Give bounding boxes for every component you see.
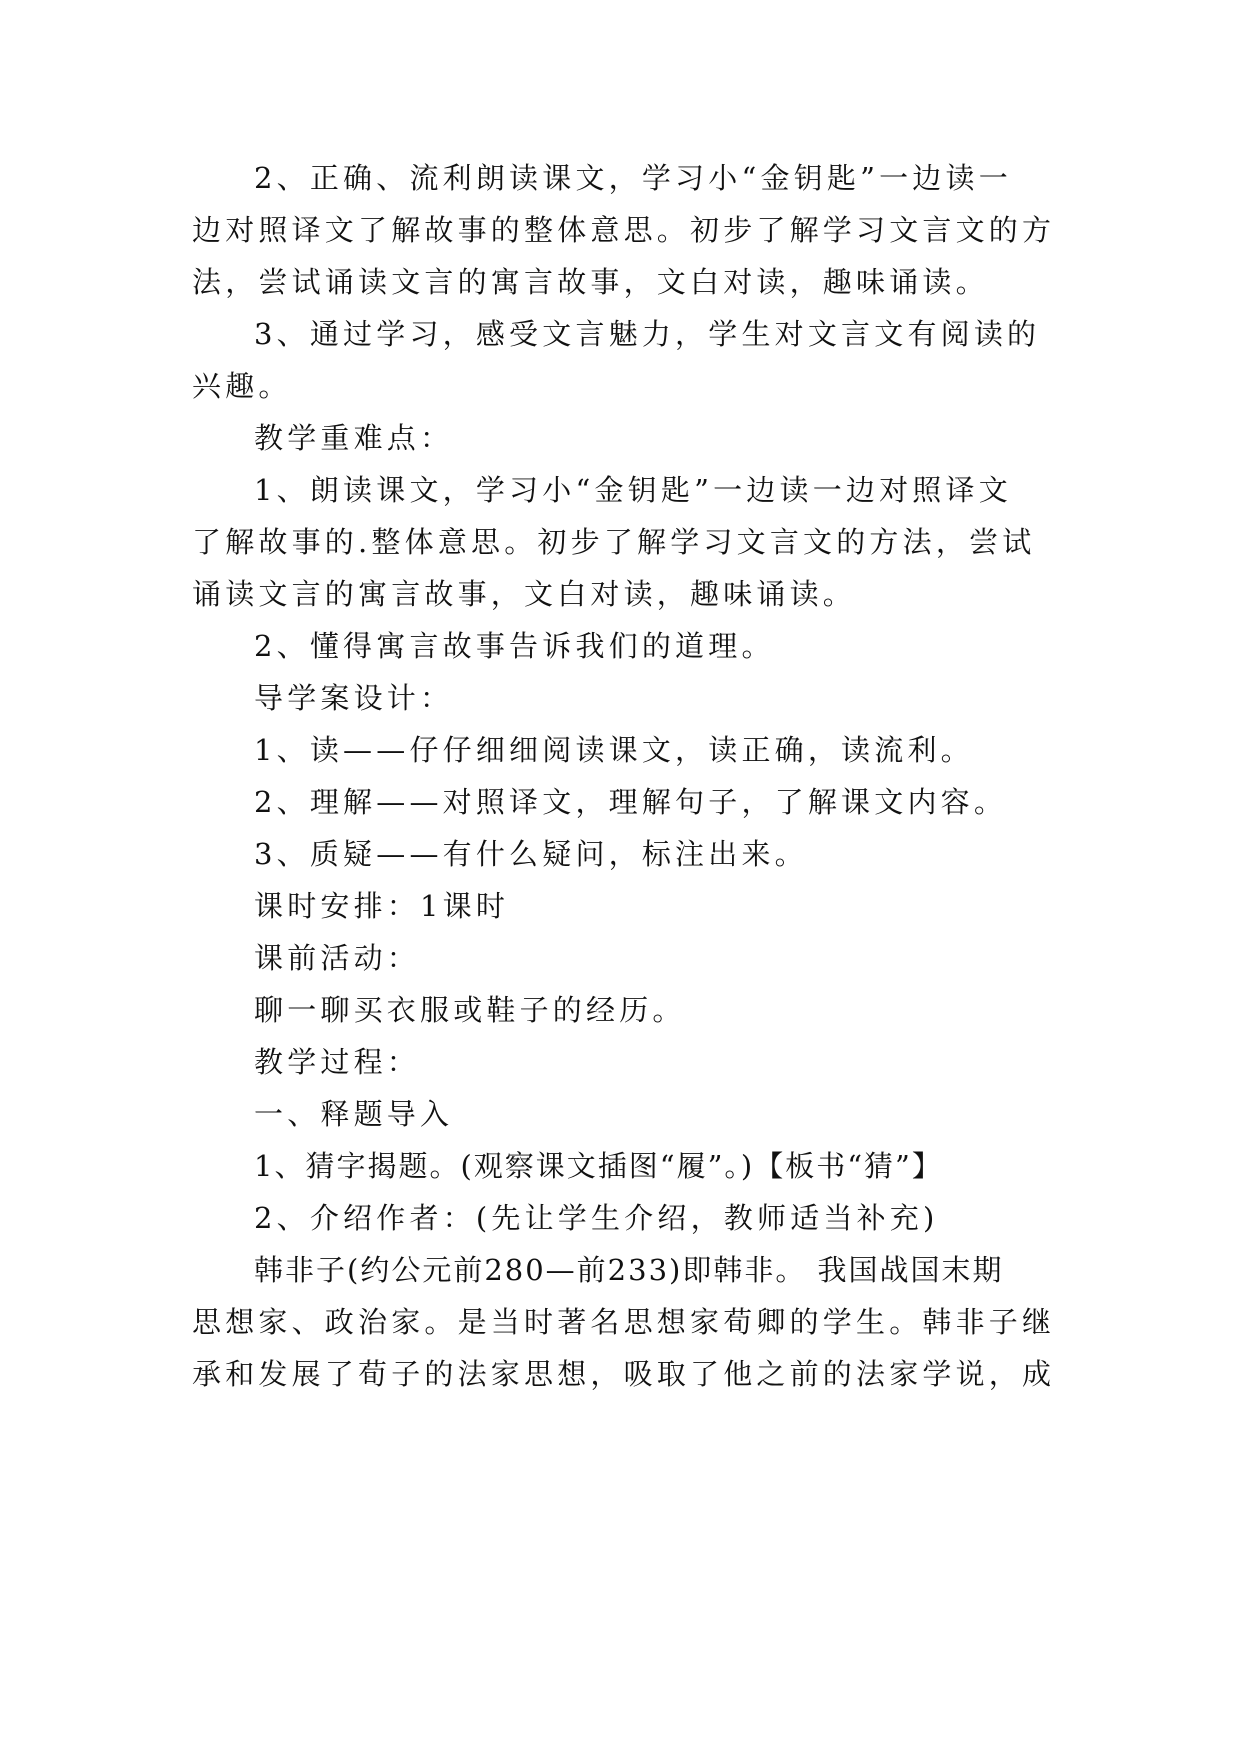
section-heading: 课前活动： [254, 941, 421, 975]
list-item: 2、介绍作者：(先让学生介绍，教师适当补充) [254, 1201, 939, 1235]
paragraph-line: 法，尝试诵读文言的寓言故事，文白对读，趣味诵读。 [192, 265, 989, 299]
section-heading: 导学案设计： [254, 681, 454, 715]
section-heading: 教学过程： [254, 1045, 421, 1079]
paragraph-line: 了解故事的.整体意思。初步了解学习文言文的方法，尝试 [192, 525, 1036, 559]
list-item: 1、读——仔仔细细阅读课文，读正确，读流利。 [254, 733, 974, 767]
paragraph-line: 1、朗读课文，学习小“金钥匙”一边读一边对照译文 [254, 473, 1012, 507]
list-item: 2、理解——对照译文，理解句子，了解课文内容。 [254, 785, 1008, 819]
list-item: 1、猜字揭题。(观察课文插图“履”。)【板书“猜”】 [254, 1149, 943, 1183]
paragraph-line: 兴趣。 [192, 369, 292, 403]
section-heading: 教学重难点： [254, 421, 454, 455]
paragraph-line: 2、懂得寓言故事告诉我们的道理。 [254, 629, 775, 663]
paragraph-line: 韩非子(约公元前280—前233)即韩非。 我国战国末期 [254, 1253, 1004, 1287]
paragraph-line: 思想家、政治家。是当时著名思想家荀卿的学生。韩非子继 [192, 1305, 1056, 1339]
paragraph-line: 诵读文言的寓言故事，文白对读，趣味诵读。 [192, 577, 857, 611]
paragraph-line: 2、正确、流利朗读课文，学习小“金钥匙”一边读一 [254, 161, 1012, 195]
paragraph-line: 边对照译文了解故事的整体意思。初步了解学习文言文的方 [192, 213, 1056, 247]
list-item: 3、质疑——有什么疑问，标注出来。 [254, 837, 808, 871]
paragraph-line: 承和发展了荀子的法家思想，吸取了他之前的法家学说，成 [192, 1357, 1056, 1391]
section-heading: 课时安排：1课时 [254, 889, 510, 923]
paragraph-line: 聊一聊买衣服或鞋子的经历。 [254, 993, 686, 1027]
section-heading: 一、释题导入 [254, 1097, 454, 1131]
paragraph-line: 3、通过学习，感受文言魅力，学生对文言文有阅读的 [254, 317, 1041, 351]
